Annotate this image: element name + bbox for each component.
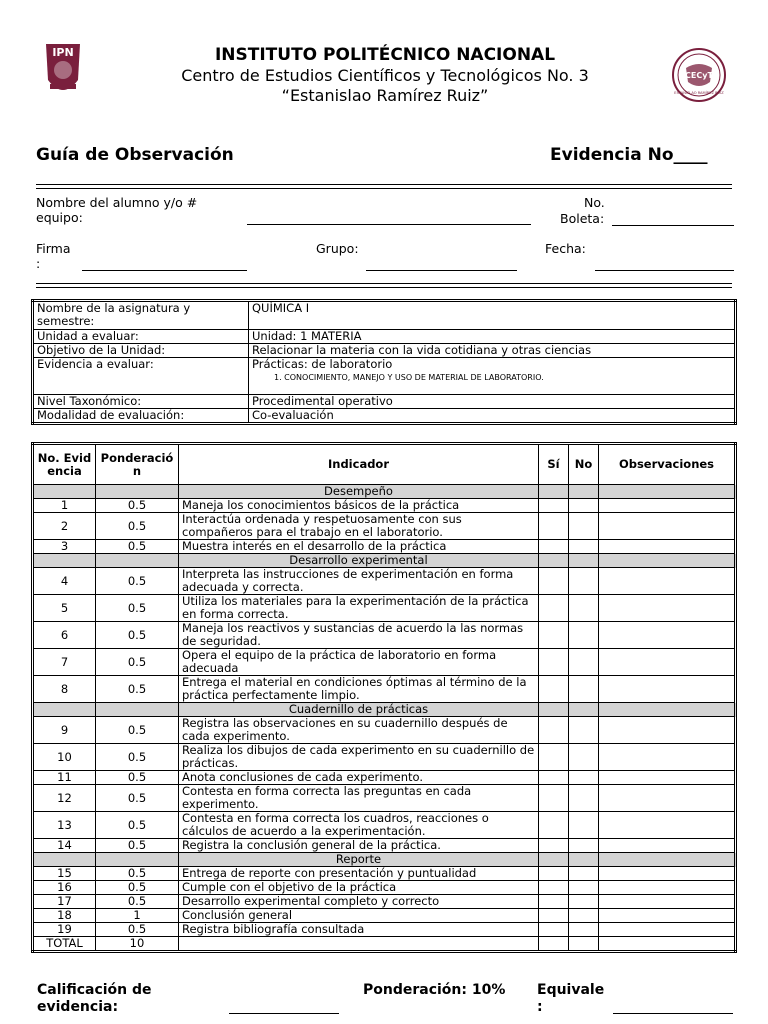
- boleta-field[interactable]: [612, 225, 734, 226]
- fecha-label: Fecha:: [545, 241, 586, 256]
- indicator-text: Conclusión general: [179, 909, 539, 923]
- yes-checkbox-cell[interactable]: [539, 540, 569, 554]
- yes-checkbox-cell[interactable]: [539, 717, 569, 744]
- evidence-number: 16: [33, 881, 96, 895]
- weight-value: 0.5: [96, 676, 179, 703]
- observations-cell[interactable]: [599, 839, 736, 853]
- section-spacer: [569, 703, 599, 717]
- no-checkbox-cell[interactable]: [569, 812, 599, 839]
- table-row: [33, 499, 736, 513]
- evidence-number-label: Evidencia No____: [550, 145, 708, 165]
- info-value: Prácticas: de laboratorio: [252, 357, 393, 371]
- divider: [36, 283, 732, 284]
- section-spacer: [96, 703, 179, 717]
- evidence-number: 10: [33, 744, 96, 771]
- indicator-text: Maneja los conocimientos básicos de la práctica: [179, 499, 539, 513]
- section-spacer: [33, 485, 96, 499]
- info-value: QUÍMICA I: [249, 301, 736, 330]
- student-name-label: Nombre del alumno y/o # equipo:: [36, 195, 198, 225]
- no-checkbox-cell[interactable]: [569, 649, 599, 676]
- total-spacer: [179, 937, 539, 952]
- col-header-ponderacion: Ponderación: [96, 444, 179, 485]
- observations-cell[interactable]: [599, 649, 736, 676]
- evidence-number: 4: [33, 568, 96, 595]
- observations-cell[interactable]: [599, 923, 736, 937]
- weight-value: 0.5: [96, 595, 179, 622]
- institution-name: INSTITUTO POLITÉCNICO NACIONAL: [214, 45, 556, 65]
- table-row: [33, 881, 736, 895]
- section-spacer: [33, 554, 96, 568]
- info-label: Modalidad de evaluación:: [33, 409, 249, 424]
- section-spacer: [599, 853, 736, 867]
- col-header-observaciones: Observaciones: [599, 444, 736, 485]
- evidence-number: 11: [33, 771, 96, 785]
- section-spacer: [96, 485, 179, 499]
- weight-value: 0.5: [96, 622, 179, 649]
- evidence-number: 17: [33, 895, 96, 909]
- table-row: [33, 744, 736, 771]
- calificacion-field[interactable]: [229, 1013, 339, 1014]
- document-title: Guía de Observación: [36, 145, 234, 165]
- info-row-modality: [33, 409, 736, 424]
- table-row: [33, 895, 736, 909]
- yes-checkbox-cell[interactable]: [539, 649, 569, 676]
- yes-checkbox-cell[interactable]: [539, 595, 569, 622]
- weight-value: 0.5: [96, 649, 179, 676]
- boleta-label-top: No.: [584, 195, 605, 210]
- indicator-text: Entrega el material en condiciones óptimas al término de la práctica perfectamente limpio.: [179, 676, 539, 703]
- firma-label: Firma :: [36, 241, 71, 271]
- table-row: [33, 785, 736, 812]
- indicator-text: Interpreta las instrucciones de experimentación en forma adecuada y correcta.: [179, 568, 539, 595]
- center-name: Centro de Estudios Científicos y Tecnológicos No. 3: [181, 66, 589, 85]
- divider: [36, 287, 732, 288]
- section-spacer: [539, 554, 569, 568]
- yes-checkbox-cell[interactable]: [539, 812, 569, 839]
- table-row: [33, 717, 736, 744]
- no-checkbox-cell[interactable]: [569, 839, 599, 853]
- yes-checkbox-cell[interactable]: [539, 513, 569, 540]
- table-row: [33, 923, 736, 937]
- yes-checkbox-cell[interactable]: [539, 881, 569, 895]
- cecyt-logo: [670, 46, 728, 104]
- indicator-text: Cumple con el objetivo de la práctica: [179, 881, 539, 895]
- section-spacer: [33, 703, 96, 717]
- evidence-number: 2: [33, 513, 96, 540]
- section-spacer: [539, 703, 569, 717]
- observations-cell[interactable]: [599, 909, 736, 923]
- evidence-number: 3: [33, 540, 96, 554]
- col-header-indicador: Indicador: [179, 444, 539, 485]
- observations-cell[interactable]: [599, 595, 736, 622]
- indicator-text: Contesta en forma correcta los cuadros, reacciones o cálculos de acuerdo a la experimentación.: [179, 812, 539, 839]
- section-row: [33, 703, 736, 717]
- no-checkbox-cell[interactable]: [569, 676, 599, 703]
- section-title: Reporte: [179, 853, 539, 867]
- evidence-number: 18: [33, 909, 96, 923]
- section-spacer: [539, 485, 569, 499]
- section-spacer: [96, 554, 179, 568]
- weight-value: 0.5: [96, 540, 179, 554]
- evidence-number: 9: [33, 717, 96, 744]
- subject-info-table: [31, 299, 737, 425]
- weight-value: 0.5: [96, 513, 179, 540]
- yes-checkbox-cell[interactable]: [539, 909, 569, 923]
- no-checkbox-cell[interactable]: [569, 771, 599, 785]
- table-row: [33, 812, 736, 839]
- table-row: [33, 540, 736, 554]
- fecha-field[interactable]: [595, 270, 734, 271]
- evidence-number: 13: [33, 812, 96, 839]
- no-checkbox-cell[interactable]: [569, 540, 599, 554]
- section-spacer: [569, 554, 599, 568]
- section-spacer: [569, 485, 599, 499]
- weight-value: 0.5: [96, 785, 179, 812]
- yes-checkbox-cell[interactable]: [539, 622, 569, 649]
- grupo-field[interactable]: [366, 270, 517, 271]
- info-value: Procedimental operativo: [249, 395, 736, 409]
- indicator-text: Utiliza los materiales para la experimentación de la práctica en forma correcta.: [179, 595, 539, 622]
- indicator-text: Realiza los dibujos de cada experimento en su cuadernillo de prácticas.: [179, 744, 539, 771]
- evidence-number: 19: [33, 923, 96, 937]
- section-row: [33, 853, 736, 867]
- observations-cell[interactable]: [599, 744, 736, 771]
- observations-cell[interactable]: [599, 568, 736, 595]
- total-spacer: [599, 937, 736, 952]
- no-checkbox-cell[interactable]: [569, 595, 599, 622]
- info-subvalue: 1. CONOCIMIENTO, MANEJO Y USO DE MATERIAL DE LABORATORIO.: [274, 373, 544, 382]
- cecyt-logo-subtext: ESTANISLAO RAMÍREZ RUIZ: [674, 91, 724, 95]
- yes-checkbox-cell[interactable]: [539, 785, 569, 812]
- center-person-name: “Estanislao Ramírez Ruiz”: [281, 86, 489, 105]
- info-row-subject: [33, 301, 736, 330]
- section-spacer: [599, 554, 736, 568]
- table-row: [33, 568, 736, 595]
- observation-table-body: [33, 485, 736, 952]
- indicator-text: Registra las observaciones en su cuadernillo después de cada experimento.: [179, 717, 539, 744]
- observations-cell[interactable]: [599, 881, 736, 895]
- weight-value: 0.5: [96, 744, 179, 771]
- section-spacer: [569, 853, 599, 867]
- document-header: [120, 44, 650, 106]
- col-header-no: No. Evidencia: [33, 444, 96, 485]
- section-spacer: [599, 485, 736, 499]
- no-checkbox-cell[interactable]: [569, 895, 599, 909]
- table-row: [33, 771, 736, 785]
- yes-checkbox-cell[interactable]: [539, 923, 569, 937]
- info-value: Co-evaluación: [249, 409, 736, 424]
- ipn-logo-text: IPN: [52, 46, 74, 59]
- indicator-text: Anota conclusiones de cada experimento.: [179, 771, 539, 785]
- divider: [36, 188, 732, 189]
- table-row: [33, 595, 736, 622]
- weight-value: 0.5: [96, 923, 179, 937]
- evidence-number: 15: [33, 867, 96, 881]
- indicator-text: Contesta en forma correcta las preguntas en cada experimento.: [179, 785, 539, 812]
- no-checkbox-cell[interactable]: [569, 717, 599, 744]
- indicator-text: Registra la conclusión general de la práctica.: [179, 839, 539, 853]
- equivale-field[interactable]: [613, 1013, 733, 1014]
- section-spacer: [96, 853, 179, 867]
- section-spacer: [599, 703, 736, 717]
- info-value-cell: [249, 358, 736, 395]
- no-checkbox-cell[interactable]: [569, 622, 599, 649]
- observations-cell[interactable]: [599, 622, 736, 649]
- observations-cell[interactable]: [599, 676, 736, 703]
- no-checkbox-cell[interactable]: [569, 785, 599, 812]
- info-label: Unidad a evaluar:: [33, 330, 249, 344]
- cecyt-logo-text: CECyT: [685, 71, 713, 80]
- weight-value: 0.5: [96, 812, 179, 839]
- section-title: Desempeño: [179, 485, 539, 499]
- info-row-evidence: [33, 358, 736, 395]
- observations-cell[interactable]: [599, 540, 736, 554]
- table-row: [33, 909, 736, 923]
- weight-value: 0.5: [96, 881, 179, 895]
- weight-value: 0.5: [96, 717, 179, 744]
- indicator-text: Entrega de reporte con presentación y puntualidad: [179, 867, 539, 881]
- section-row: [33, 485, 736, 499]
- table-header-row: [33, 444, 736, 485]
- yes-checkbox-cell[interactable]: [539, 839, 569, 853]
- yes-checkbox-cell[interactable]: [539, 499, 569, 513]
- no-checkbox-cell[interactable]: [569, 881, 599, 895]
- ponderacion-label: Ponderación: 10%: [363, 982, 506, 998]
- indicator-text: Opera el equipo de la práctica de laboratorio en forma adecuada: [179, 649, 539, 676]
- no-checkbox-cell[interactable]: [569, 867, 599, 881]
- table-row: [33, 649, 736, 676]
- info-row-unit: [33, 330, 736, 344]
- evidence-number: 1: [33, 499, 96, 513]
- observations-cell[interactable]: [599, 785, 736, 812]
- boleta-label: Boleta:: [560, 211, 605, 226]
- total-spacer: [569, 937, 599, 952]
- info-value: Relacionar la materia con la vida cotidiana y otras ciencias: [249, 344, 736, 358]
- indicator-text: Desarrollo experimental completo y correcto: [179, 895, 539, 909]
- observations-cell[interactable]: [599, 499, 736, 513]
- section-row: [33, 554, 736, 568]
- total-label: TOTAL: [33, 937, 96, 952]
- col-header-no-check: No: [569, 444, 599, 485]
- info-row-taxonomy: [33, 395, 736, 409]
- observations-cell[interactable]: [599, 717, 736, 744]
- info-label: Evidencia a evaluar:: [33, 358, 249, 395]
- observations-cell[interactable]: [599, 895, 736, 909]
- no-checkbox-cell[interactable]: [569, 744, 599, 771]
- observations-cell[interactable]: [599, 812, 736, 839]
- weight-value: 1: [96, 909, 179, 923]
- total-spacer: [539, 937, 569, 952]
- evidence-number: 12: [33, 785, 96, 812]
- table-row: [33, 513, 736, 540]
- yes-checkbox-cell[interactable]: [539, 568, 569, 595]
- table-row: [33, 867, 736, 881]
- calificacion-label: Calificación de evidencia:: [37, 982, 152, 1015]
- yes-checkbox-cell[interactable]: [539, 676, 569, 703]
- evidence-number: 6: [33, 622, 96, 649]
- evidence-number: 5: [33, 595, 96, 622]
- evidence-number: 7: [33, 649, 96, 676]
- total-value: 10: [96, 937, 179, 952]
- no-checkbox-cell[interactable]: [569, 568, 599, 595]
- observations-cell[interactable]: [599, 867, 736, 881]
- yes-checkbox-cell[interactable]: [539, 771, 569, 785]
- info-label: Nivel Taxonómico:: [33, 395, 249, 409]
- yes-checkbox-cell[interactable]: [539, 867, 569, 881]
- weight-value: 0.5: [96, 895, 179, 909]
- student-name-field[interactable]: [247, 224, 531, 225]
- observations-cell[interactable]: [599, 771, 736, 785]
- weight-value: 0.5: [96, 771, 179, 785]
- evidence-number: 14: [33, 839, 96, 853]
- table-row: [33, 839, 736, 853]
- section-spacer: [539, 853, 569, 867]
- info-row-objective: [33, 344, 736, 358]
- equivale-label: Equivale :: [537, 982, 605, 1015]
- weight-value: 0.5: [96, 867, 179, 881]
- firma-field[interactable]: [82, 270, 247, 271]
- observation-table: [31, 442, 737, 953]
- info-label: Nombre de la asignatura y semestre:: [33, 301, 249, 330]
- no-checkbox-cell[interactable]: [569, 499, 599, 513]
- info-value: Unidad: 1 MATERIA: [249, 330, 736, 344]
- total-row: [33, 937, 736, 952]
- no-checkbox-cell[interactable]: [569, 513, 599, 540]
- ipn-logo: [38, 40, 88, 102]
- indicator-text: Interactúa ordenada y respetuosamente con sus compañeros para el trabajo en el laboratorio.: [179, 513, 539, 540]
- section-title: Cuadernillo de prácticas: [179, 703, 539, 717]
- indicator-text: Muestra interés en el desarrollo de la práctica: [179, 540, 539, 554]
- col-header-si: Sí: [539, 444, 569, 485]
- weight-value: 0.5: [96, 839, 179, 853]
- weight-value: 0.5: [96, 499, 179, 513]
- observations-cell[interactable]: [599, 513, 736, 540]
- no-checkbox-cell[interactable]: [569, 923, 599, 937]
- table-row: [33, 622, 736, 649]
- indicator-text: Maneja los reactivos y sustancias de acuerdo la las normas de seguridad.: [179, 622, 539, 649]
- evidence-number: 8: [33, 676, 96, 703]
- grupo-label: Grupo:: [316, 241, 359, 256]
- divider: [36, 184, 732, 185]
- section-title: Desarrollo experimental: [179, 554, 539, 568]
- yes-checkbox-cell[interactable]: [539, 744, 569, 771]
- info-label: Objetivo de la Unidad:: [33, 344, 249, 358]
- yes-checkbox-cell[interactable]: [539, 895, 569, 909]
- indicator-text: Registra bibliografía consultada: [179, 923, 539, 937]
- weight-value: 0.5: [96, 568, 179, 595]
- table-row: [33, 676, 736, 703]
- no-checkbox-cell[interactable]: [569, 909, 599, 923]
- section-spacer: [33, 853, 96, 867]
